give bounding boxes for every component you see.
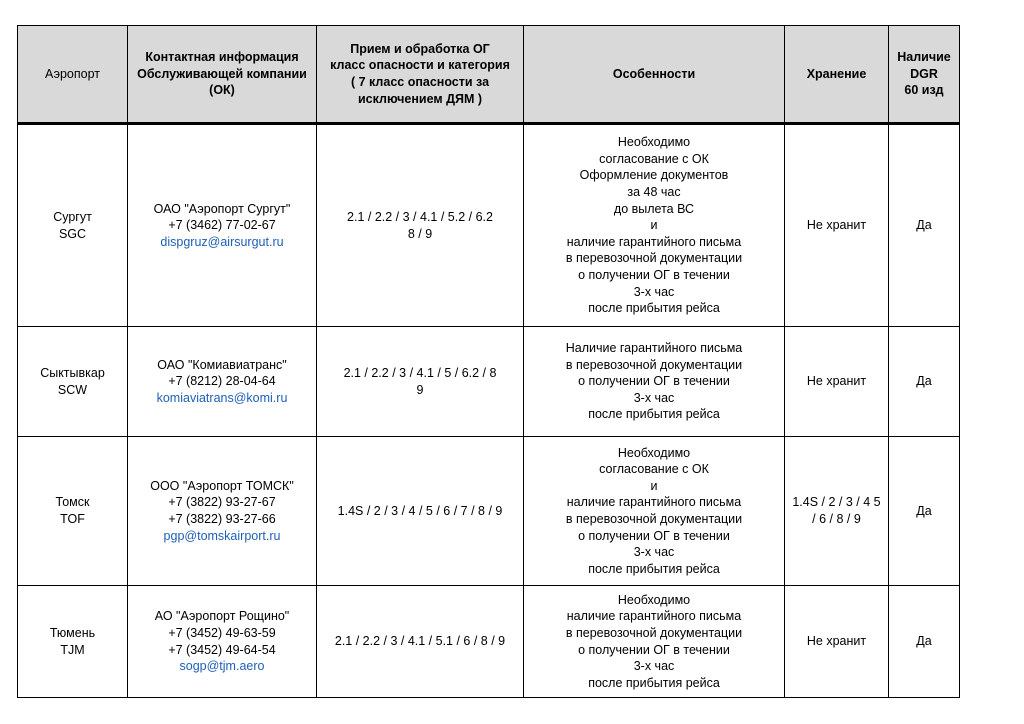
airport-cell: Томск TOF — [18, 437, 128, 586]
features-cell: Необходимо согласование с ОК Оформление документов за 48 час до вылета ВС и наличие гарантийного письма в перевозочной документации о получении ОГ в течении 3-х час после прибытия рейса — [524, 124, 785, 327]
email-link[interactable]: komiaviatrans@komi.ru — [156, 390, 288, 405]
contact-cell: ООО "Аэропорт ТОМСК" +7 (3822) 93-27-67 +7 (3822) 93-27-66 pgp@tomskairport.ru — [128, 437, 317, 586]
header-storage: Хранение — [785, 26, 889, 124]
dgr-cell: Да — [889, 327, 960, 437]
table-row — [18, 124, 960, 327]
header-features: Особенности — [524, 26, 785, 124]
airport-cell: Сургут SGC — [18, 124, 128, 327]
classes-cell: 2.1 / 2.2 / 3 / 4.1 / 5.1 / 6 / 8 / 9 — [317, 586, 524, 698]
header-contact: Контактная информация Обслуживающей компании (ОК) — [128, 26, 317, 124]
airport-cell: Тюмень TJM — [18, 586, 128, 698]
features-cell: Необходимо согласование с ОК и наличие гарантийного письма в перевозочной документации о получении ОГ в течении 3-х час после прибытия рейса — [524, 437, 785, 586]
classes-cell: 1.4S / 2 / 3 / 4 / 5 / 6 / 7 / 8 / 9 — [317, 437, 524, 586]
airports-dg-table — [17, 25, 960, 698]
header-classes: Прием и обработка ОГ класс опасности и категория ( 7 класс опасности за исключением ДЯМ ) — [317, 26, 524, 124]
header-airport: Аэропорт — [18, 26, 128, 124]
header-dgr: Наличие DGR 60 изд — [889, 26, 960, 124]
storage-cell: 1.4S / 2 / 3 / 4 5 / 6 / 8 / 9 — [785, 437, 889, 586]
classes-cell: 2.1 / 2.2 / 3 / 4.1 / 5.2 / 6.2 8 / 9 — [317, 124, 524, 327]
table-row — [18, 327, 960, 437]
dgr-cell: Да — [889, 124, 960, 327]
dgr-cell: Да — [889, 437, 960, 586]
airport-cell: Сыктывкар SCW — [18, 327, 128, 437]
storage-cell: Не хранит — [785, 124, 889, 327]
features-cell: Наличие гарантийного письма в перевозочной документации о получении ОГ в течении 3-х час после прибытия рейса — [524, 327, 785, 437]
header-row — [18, 26, 960, 124]
features-cell: Необходимо наличие гарантийного письма в перевозочной документации о получении ОГ в течении 3-х час после прибытия рейса — [524, 586, 785, 698]
storage-cell: Не хранит — [785, 327, 889, 437]
classes-cell: 2.1 / 2.2 / 3 / 4.1 / 5 / 6.2 / 8 9 — [317, 327, 524, 437]
contact-cell: АО "Аэропорт Рощино" +7 (3452) 49-63-59 +7 (3452) 49-64-54 sogp@tjm.aero — [128, 586, 317, 698]
email-link[interactable]: pgp@tomskairport.ru — [163, 528, 281, 543]
table-row — [18, 586, 960, 698]
table-row — [18, 437, 960, 586]
contact-cell: ОАО "Аэропорт Сургут" +7 (3462) 77-02-67 dispgruz@airsurgut.ru — [128, 124, 317, 327]
contact-cell: ОАО "Комиавиатранс" +7 (8212) 28-04-64 komiaviatrans@komi.ru — [128, 327, 317, 437]
email-link[interactable]: sogp@tjm.aero — [179, 659, 265, 674]
storage-cell: Не хранит — [785, 586, 889, 698]
email-link[interactable]: dispgruz@airsurgut.ru — [160, 234, 284, 249]
dgr-cell: Да — [889, 586, 960, 698]
